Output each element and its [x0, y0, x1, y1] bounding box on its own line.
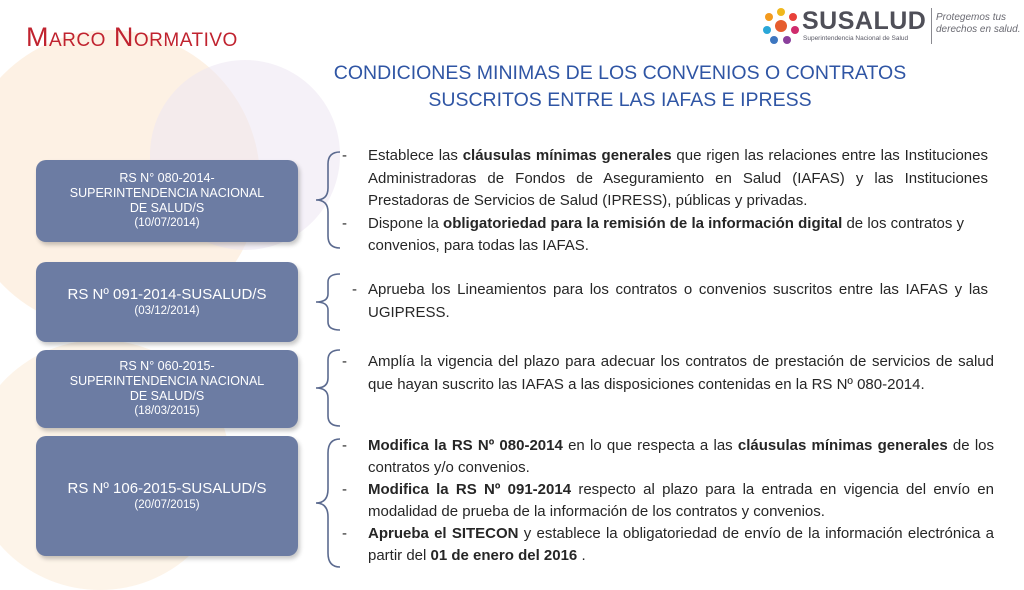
- resolution-date: (03/12/2014): [134, 305, 200, 317]
- curly-brace-3: [312, 348, 342, 428]
- bullet-text-part: de los contratos y/o convenios.: [368, 437, 995, 476]
- bullet-text: [368, 279, 988, 324]
- logo-tagline-line1: Protegemos tus: [936, 12, 1007, 23]
- bullet-item: [342, 479, 994, 523]
- resolution-date: (20/07/2015): [134, 499, 200, 511]
- resolution-desc-1: [342, 145, 988, 258]
- bullet-text: [368, 351, 994, 396]
- heading-line1: CONDICIONES MINIMAS DE LOS CONVENIOS O CONTRATOS: [333, 62, 907, 84]
- bullet-item: [352, 279, 988, 324]
- logo-separator: [931, 8, 932, 44]
- bullet-text: [368, 145, 988, 213]
- bullet-text: [368, 479, 994, 523]
- logo-tagline-line2: derechos en salud.: [936, 24, 1021, 35]
- resolution-box-1: [36, 160, 298, 242]
- bullet-dash: -: [342, 214, 347, 232]
- bullet-text: [368, 213, 988, 258]
- curly-brace-2: [312, 272, 342, 332]
- resolution-desc-4: [342, 435, 994, 567]
- bullet-text-bold: 01 de enero del 2016: [430, 547, 578, 564]
- bullet-item: [342, 523, 994, 567]
- bullet-item: [342, 435, 994, 479]
- bullet-text: [368, 435, 994, 479]
- bullet-text: [368, 523, 994, 567]
- resolution-desc-3: [342, 351, 994, 396]
- bullet-dash: -: [342, 481, 347, 498]
- bullet-text-part: Aprueba los Lineamientos para los contratos o convenios suscritos entre las IAFAS y las UGIPRESS.: [368, 281, 988, 321]
- bullet-dash: -: [342, 353, 347, 370]
- bullet-item: [342, 145, 988, 213]
- bullet-dash: -: [342, 147, 347, 164]
- resolution-title-line: DE SALUD/S: [129, 389, 205, 403]
- curly-brace-4: [312, 437, 342, 569]
- bullet-text-part: y establece la obligatoriedad de envío de la información electrónica a partir del: [368, 525, 994, 564]
- resolution-title-line: RS N° 080-2014-: [119, 171, 215, 185]
- bullet-text-part: .: [577, 547, 586, 564]
- bullet-text-part: Amplía la vigencia del plazo para adecuar los contratos de prestación de servicios de salud que hayan suscrito las IAFAS a las disposiciones contenidas en la RS Nº 080-2014.: [368, 353, 994, 393]
- resolution-title-line: RS Nº 091-2014-SUSALUD/S: [67, 286, 267, 303]
- page-title: Marco Normativo: [26, 22, 238, 52]
- bullet-text-part: de los contratos y convenios, para todas las IAFAS.: [368, 214, 965, 254]
- bullet-text-part: que rigen las relaciones entre las Instituciones Administradoras de Fondos de Aseguramiento en Salud (IAFAS) y las Instituciones Prestadoras de Servicios de Salud (IPRESS), públicas y privadas.: [368, 147, 988, 209]
- logo-subtitle: Superintendencia Nacional de Salud: [803, 35, 909, 42]
- bullet-text-bold: cláusulas mínimas generales: [737, 437, 948, 454]
- logo-tagline: [936, 12, 1021, 36]
- resolution-title-line: SUPERINTENDENCIA NACIONAL: [69, 374, 265, 388]
- logo-brand: SUSALUD: [802, 7, 927, 35]
- resolution-box-4: [36, 436, 298, 556]
- resolution-title-line: RS Nº 106-2015-SUSALUD/S: [67, 480, 267, 497]
- bullet-dash: -: [352, 281, 357, 298]
- bullet-dash: -: [342, 437, 347, 454]
- bullet-text-bold: Modifica la RS Nº 080-2014: [368, 437, 563, 454]
- susalud-logo-icon: [762, 7, 800, 45]
- resolution-desc-2: [352, 279, 988, 324]
- susalud-logo: [762, 6, 1022, 46]
- resolution-date: (10/07/2014): [134, 217, 200, 229]
- bullet-text-part: Establece las: [368, 147, 463, 164]
- resolution-title-line: DE SALUD/S: [129, 201, 205, 215]
- curly-brace-1: [312, 150, 342, 250]
- bullet-text-part: Dispone la: [368, 214, 444, 232]
- heading-line2: SUSCRITOS ENTRE LAS IAFAS E IPRESS: [428, 89, 812, 111]
- bullet-text-part: respecto al plazo para la entrada en vigencia del envío en modalidad de prueba de la información de los contratos y convenios.: [368, 481, 994, 520]
- resolution-box-3: [36, 350, 298, 428]
- bullet-text-bold: Modifica la RS Nº 091-2014: [368, 481, 572, 498]
- resolution-date: (18/03/2015): [134, 405, 200, 417]
- resolution-box-2: [36, 262, 298, 342]
- section-heading: [300, 60, 940, 114]
- resolution-title-line: SUPERINTENDENCIA NACIONAL: [69, 186, 265, 200]
- bullet-item: [342, 351, 994, 396]
- bullet-item: [342, 213, 988, 258]
- bullet-text-part: en lo que respecta a las: [562, 437, 738, 454]
- bullet-text-bold: Aprueba el SITECON: [368, 525, 519, 542]
- bullet-text-bold: cláusulas mínimas generales: [462, 147, 672, 164]
- bullet-dash: -: [342, 525, 347, 542]
- bullet-text-bold: obligatoriedad para la remisión de la información digital: [443, 214, 843, 232]
- resolution-title-line: RS N° 060-2015-: [119, 359, 215, 373]
